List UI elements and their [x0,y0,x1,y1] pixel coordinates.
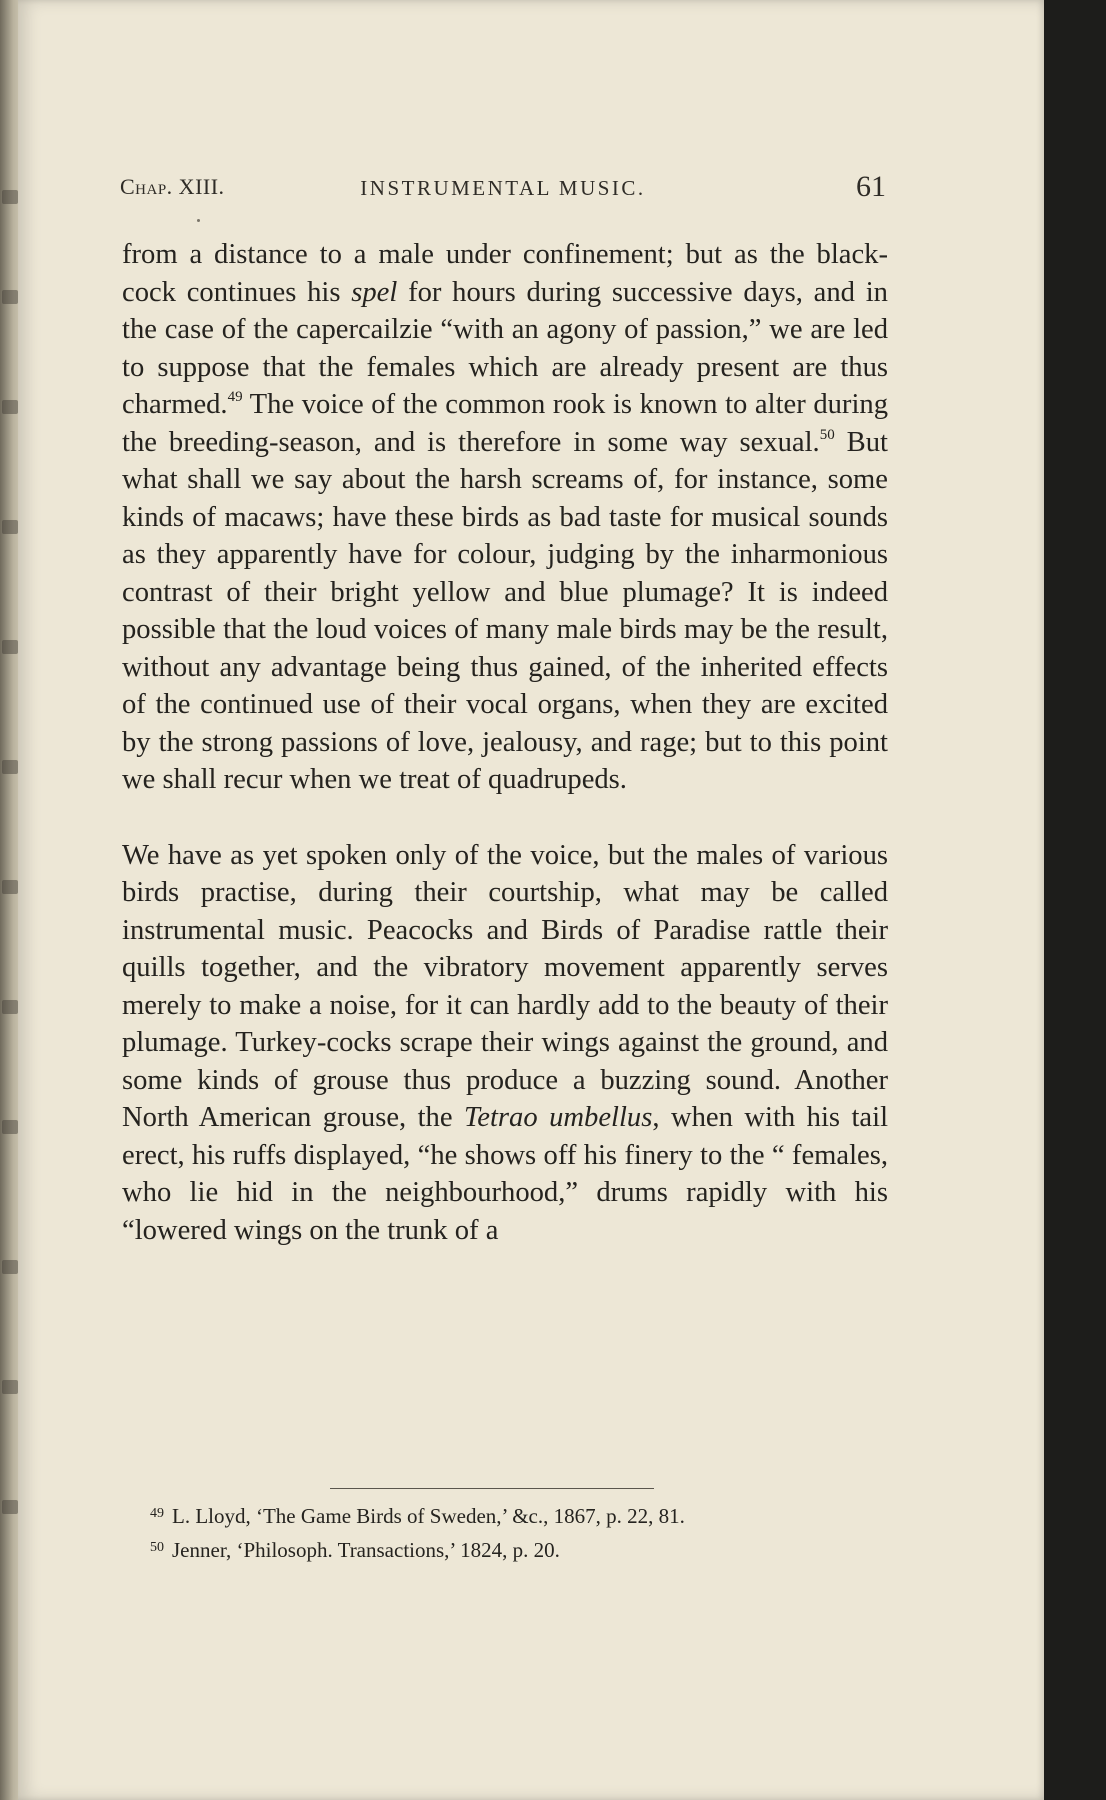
footnote-number: 49 [150,1506,164,1521]
text-run: , when with his tail erect, his ruffs displayed, “he shows off his finery to the “ females, who lie hid in the neighbourhood,” drums rapidly with his “lowered wings on the trunk of a [122,1102,889,1246]
footnote-ref[interactable]: 49 [227,389,243,405]
text-run: from a distance to a male under confinement; but as the black-cock continues his [122,239,888,308]
footnote [150,1498,870,1532]
chapter-label: Chap. XIII. [120,174,225,199]
italic-species-name: Tetrao umbellus [464,1102,653,1133]
italic-term: spel [351,276,398,308]
body-text [122,236,888,1249]
text-run: But what shall we say about the harsh screams of, for instance, some kinds of macaws; have these birds as bad taste for musical sounds as they apparently have for colour, judging by the inharmonious contrast of their bright yellow and blue plumage? It is indeed possible that the loud voices of many male birds may be the result, without any advantage being thus gained, of the inherited effects of the continued use of their vocal organs, when they are excited by the strong passions of love, jealousy, and rage; but to this point we shall recur when we treat of quadrupeds. [122,426,888,795]
footnote-number: 50 [150,1540,164,1555]
paragraph [122,236,888,799]
footnotes [150,1498,870,1566]
footnote-text: L. Lloyd, ‘The Game Birds of Sweden,’ &c., 1867, p. 22, 81. [172,1504,685,1528]
footnote [150,1532,870,1566]
paragraph [122,837,888,1250]
scan-background [1044,0,1106,1800]
footnote-rule [330,1488,654,1489]
page-number: 61 [856,170,886,203]
text-run: for hours during successive days, and in the case of the capercailzie “with an agony of passion,” we are led to suppose that the females which are already present are thus charmed. [122,276,888,420]
running-head [120,170,886,210]
text-run: The voice of the common rook is known to alter during the breeding-season, and is therefore in some way sexual. [122,389,888,458]
footnote-ref[interactable]: 50 [819,426,835,443]
section-title: INSTRUMENTAL MUSIC. [360,176,646,200]
text-run: We have as yet spoken only of the voice, but the males of various birds practise, during their courtship, what may be called instrumental music. Peacocks and Birds of Paradise rattle their quills together, and the vibratory movement apparently serves merely to make a noise, for it can hardly add to the beauty of their plumage. Turkey-cocks scrape their wings against the ground, and some kinds of grouse thus produce a buzzing sound. Another North American grouse, the [122,839,888,1133]
print-speck [197,219,200,222]
footnote-text: Jenner, ‘Philosoph. Transactions,’ 1824, p. 20. [172,1538,560,1562]
